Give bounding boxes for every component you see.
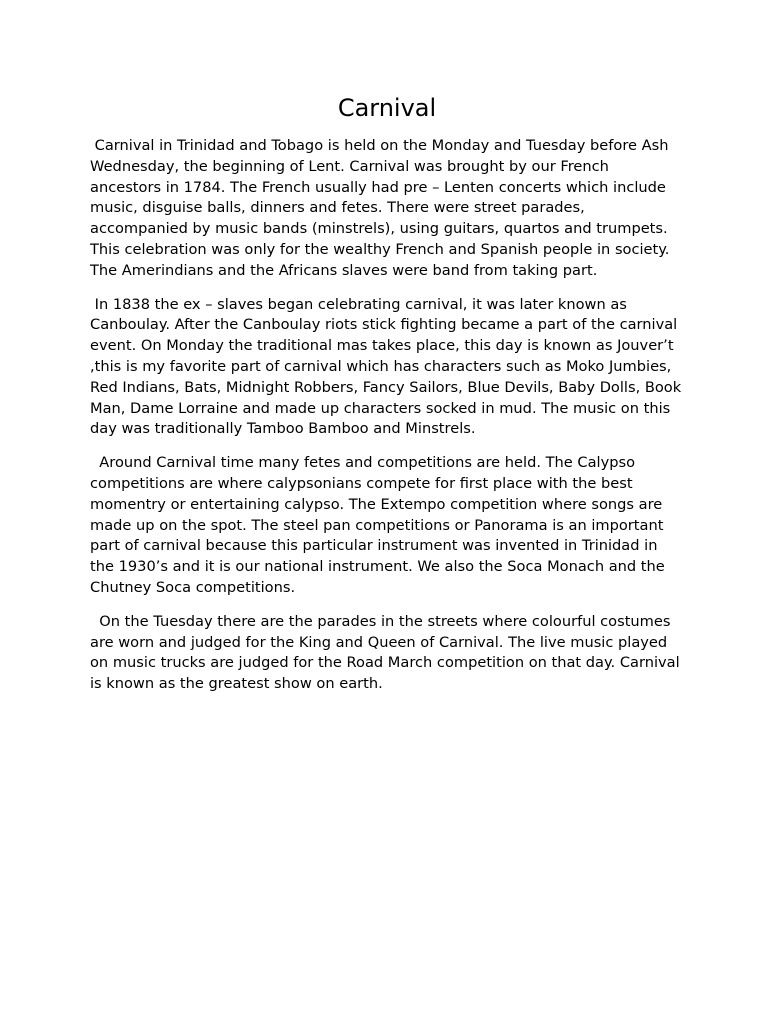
paragraph-competitions: Around Carnival time many fetes and competitions are held. The Calypso competitions are where calypsonians compete for first place with the best momentry or entertaining calypso. The Extempo competition where songs are made up on the spot. The steel pan competitions or Panorama is an important part of carnival because this particular instrument was invented in Trinidad in the 1930’s and it is our national instrument. We also the Soca Monach and the Chutney Soca competitions. xyxy=(90,454,670,596)
paragraph-tuesday-parades: On the Tuesday there are the parades in the streets where colourful costumes are worn and judged for the King and Queen of Carnival. The live music played on music trucks are judged for the Road March competition on that day. Carnival is known as the greatest show on earth. xyxy=(90,612,685,693)
paragraph-canboulay: In 1838 the ex – slaves began celebrating carnival, it was later known as Canboulay. After the Canboulay riots stick fighting became a part of the carnival event. On Monday the traditional mas takes place, this day is known as Jouver’t ,this is my favorite part of carnival which has characters such as Moko Jumbies, Red Indians, Bats, Midnight Robbers, Fancy Sailors, Blue Devils, Baby Dolls, Book Man, Dame Lorraine and made up characters socked in mud. The music on this day was traditionally Tamboo Bamboo and Minstrels. xyxy=(90,295,686,438)
document-title: Carnival xyxy=(337,94,437,122)
paragraph-history: Carnival in Trinidad and Tobago is held on the Monday and Tuesday before Ash Wednesday, the beginning of Lent. Carnival was brought by our French ancestors in 1784. The French usually had pre – Lenten concerts which include music, disguise balls, dinners and fetes. There were street parades, accompanied by music bands (minstrels), using guitars, quartos and trumpets. This celebration was only for the wealthy French and Spanish people in society. The Amerindians and the Africans slaves were band from taking part. xyxy=(90,137,675,279)
document-page xyxy=(90,92,684,695)
